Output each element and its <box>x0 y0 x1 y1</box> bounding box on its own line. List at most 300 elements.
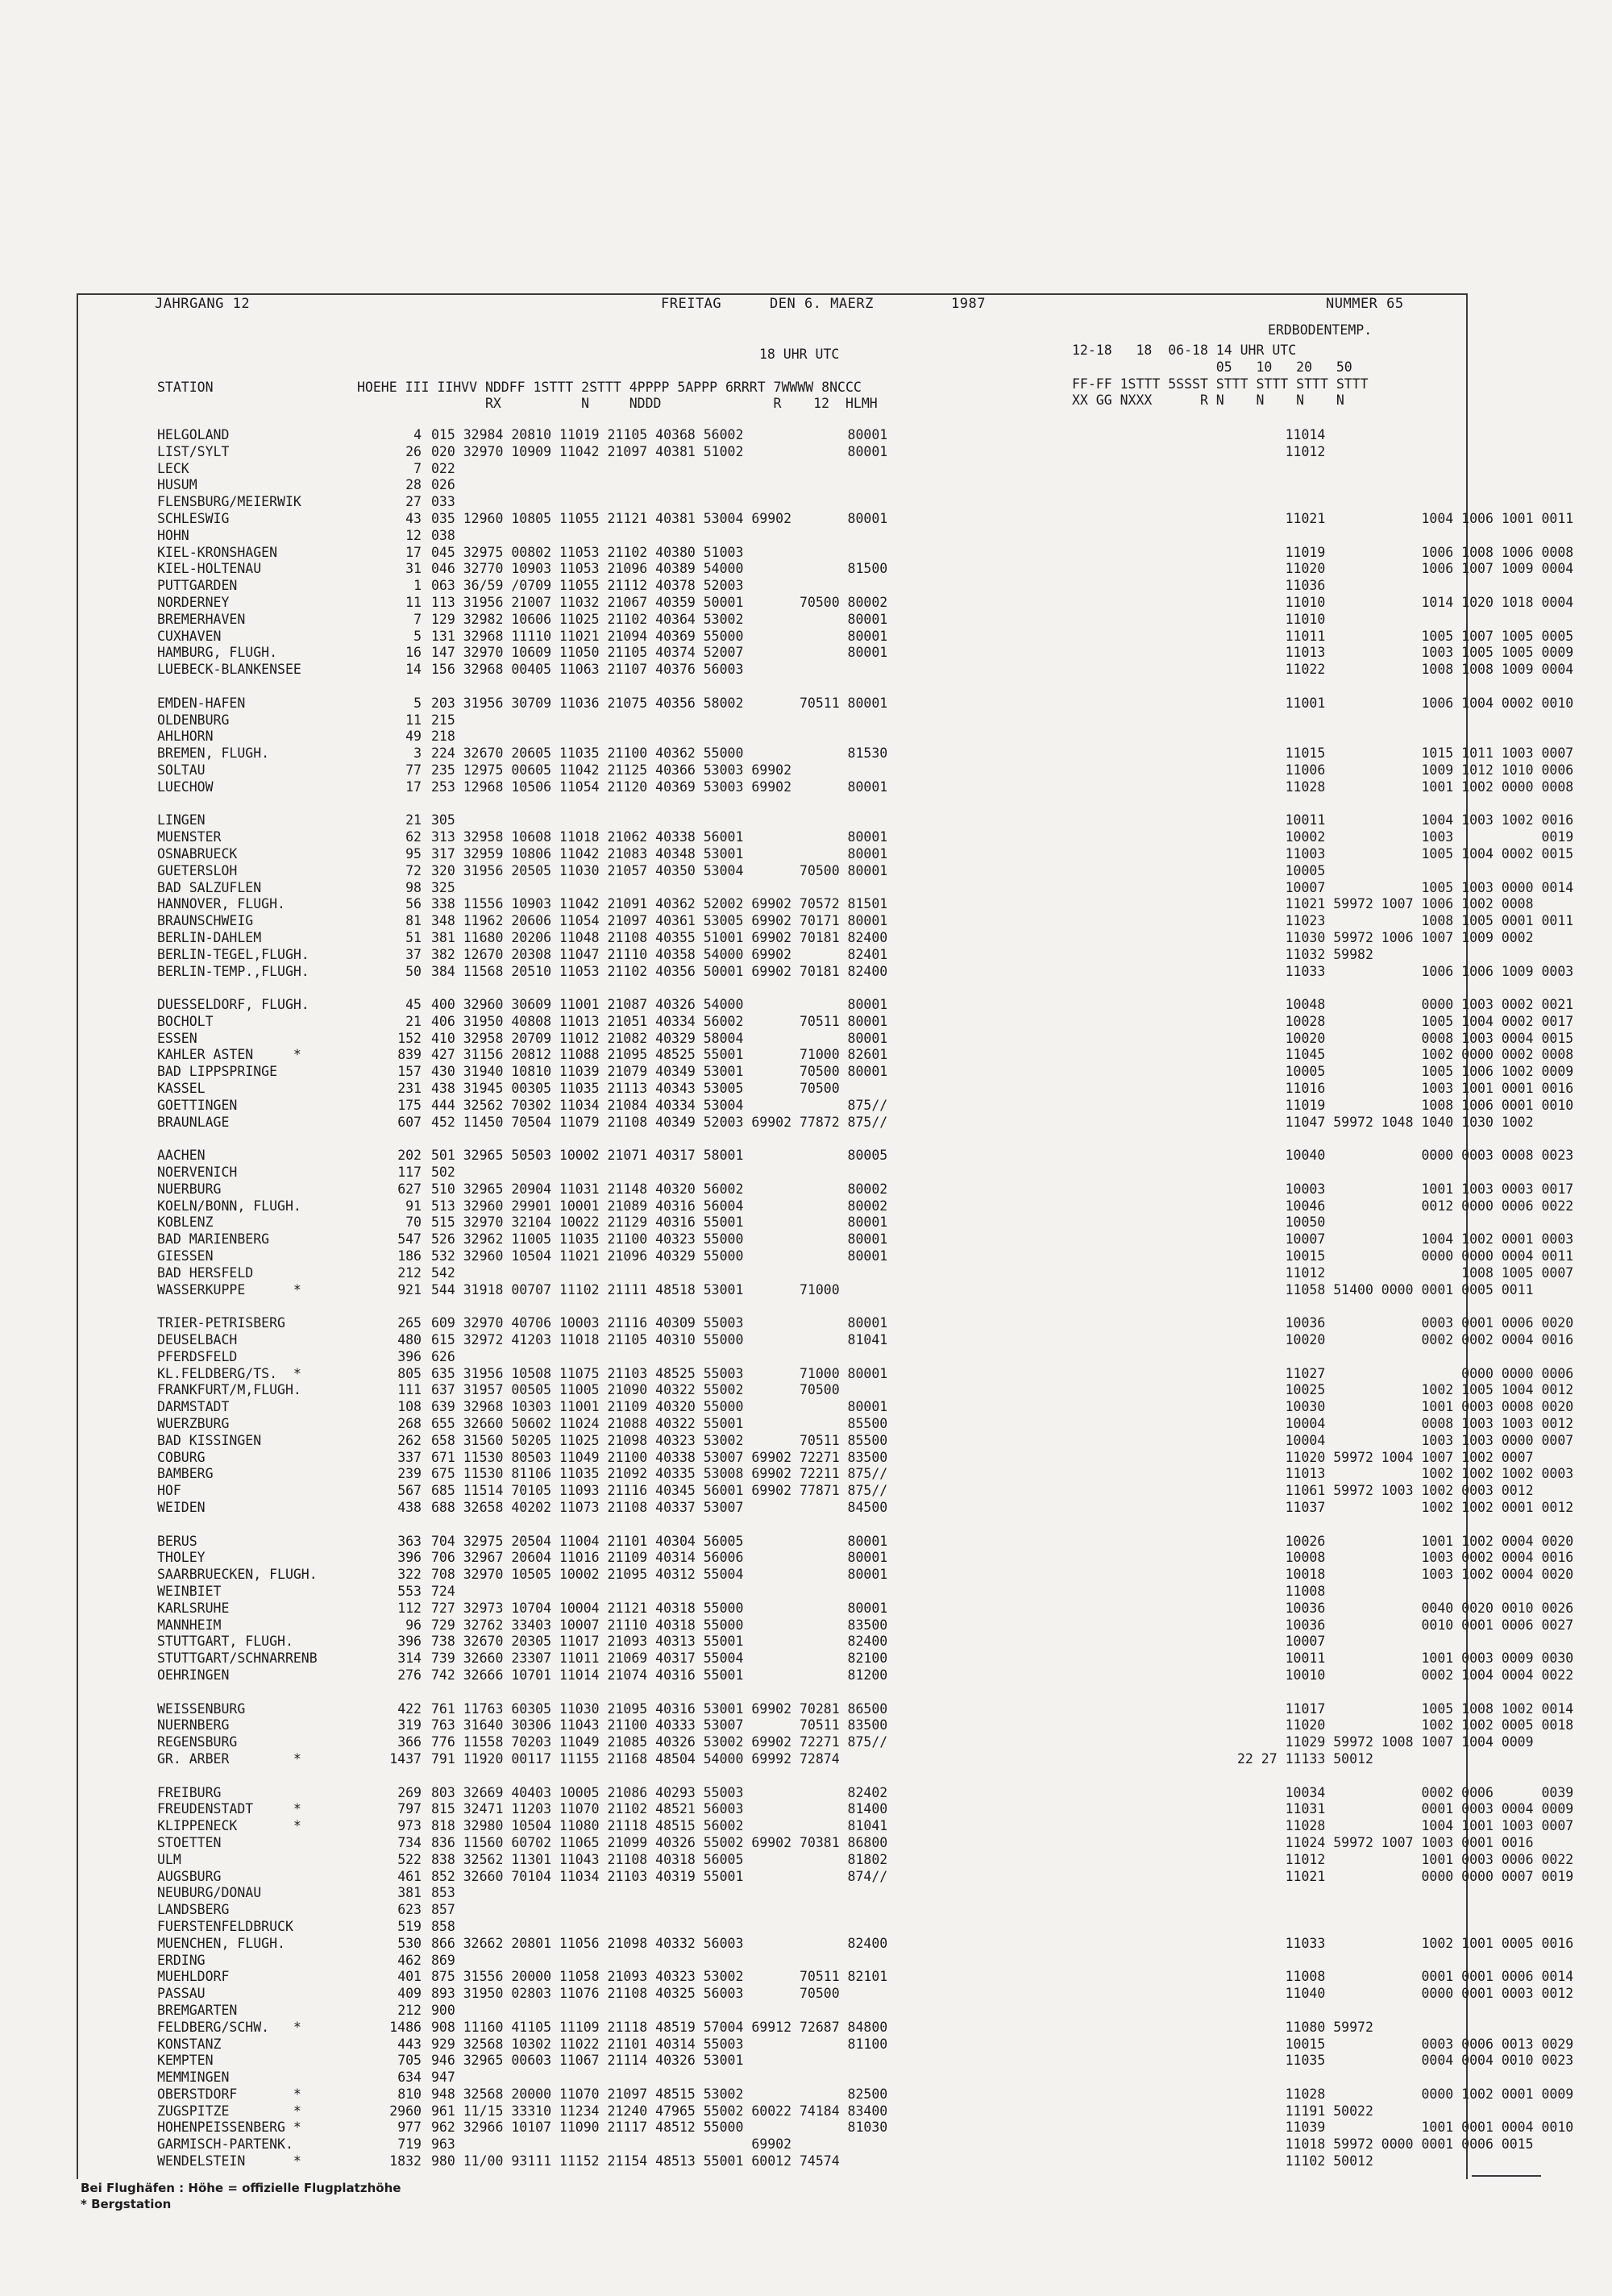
station-height: 381 <box>397 1885 422 1901</box>
table-row <box>157 461 1573 478</box>
table-row <box>157 1701 1573 1718</box>
soil-temp-data: 11021 59972 1007 1006 1002 0008 <box>1237 896 1534 912</box>
station-height: 519 <box>397 1918 422 1934</box>
table-row <box>157 1835 1573 1852</box>
synop-data: 444 32562 70302 11034 21084 40334 53004 875// <box>431 1097 888 1113</box>
synop-data: 875 31556 20000 11058 21093 40323 53002 70511 82101 <box>431 1969 888 1985</box>
station-name: AACHEN <box>157 1148 206 1164</box>
station-name: HOHENPEISSENBERG * <box>157 2120 301 2136</box>
table-row <box>157 1936 1573 1953</box>
station-name: BAMBERG <box>157 1466 214 1482</box>
table-row <box>157 1634 1573 1650</box>
synop-data: 963 69902 <box>431 2136 792 2153</box>
soil-temp-data: 10048 0000 1003 0002 0021 <box>1237 997 1574 1013</box>
table-row <box>157 2086 1573 2103</box>
station-height: 461 <box>397 1868 422 1884</box>
station-height: 7 <box>413 611 422 627</box>
table-row <box>157 1382 1573 1399</box>
soil-temp-data: 10004 0008 1003 1003 0012 <box>1237 1416 1574 1432</box>
table-row <box>157 1332 1573 1349</box>
station-name: BERLIN-TEGEL,FLUGH. <box>157 946 310 962</box>
soil-temp-data: 11028 1004 1001 1003 0007 <box>1237 1818 1574 1834</box>
synop-data: 338 11556 10903 11042 21091 40362 52002 69902 70572 81501 <box>431 896 888 912</box>
soil-temp-data: 11191 50022 <box>1237 2103 1373 2119</box>
synop-data: 658 31560 50205 11025 21098 40323 53002 70511 85500 <box>431 1432 888 1448</box>
soil-temp-data: 11021 1004 1006 1001 0011 <box>1237 510 1574 526</box>
synop-data: 761 11763 60305 11030 21095 40316 53001 69902 70281 86500 <box>431 1700 888 1717</box>
station-height: 111 <box>397 1382 422 1398</box>
station-name: ULM <box>157 1851 181 1867</box>
table-row <box>157 2070 1573 2086</box>
table-row <box>157 1953 1573 1970</box>
synop-data: 724 <box>431 1583 455 1599</box>
station-height: 212 <box>397 2002 422 2018</box>
station-height: 265 <box>397 1315 422 1331</box>
table-row <box>157 595 1573 612</box>
station-name: NOERVENICH <box>157 1165 238 1181</box>
synop-data: 410 32958 20709 11012 21082 40329 58004 80001 <box>431 1030 888 1046</box>
group-gap <box>157 796 1573 813</box>
soil-temp-data: 11022 1008 1008 1009 0004 <box>1237 662 1574 678</box>
station-name: FUERSTENFELDBRUCK <box>157 1918 293 1934</box>
soil-temp-data: 11008 0001 0001 0006 0014 <box>1237 1969 1574 1985</box>
table-row <box>157 1349 1573 1366</box>
station-name: WUERZBURG <box>157 1416 230 1432</box>
soil-temp-data: 10030 1001 0003 0008 0020 <box>1237 1399 1574 1415</box>
soil-temp-data: 11028 0000 1002 0001 0009 <box>1237 2086 1574 2102</box>
synop-data: 438 31945 00305 11035 21113 40343 53005 70500 <box>431 1081 840 1097</box>
soil-temp-data: 11033 1002 1001 0005 0016 <box>1237 1935 1574 1951</box>
soil-temp-data: 11006 1009 1012 1010 0006 <box>1237 762 1574 778</box>
table-row <box>157 1567 1573 1584</box>
table-row <box>157 913 1573 930</box>
station-height: 21 <box>405 812 422 828</box>
station-name: KASSEL <box>157 1081 206 1097</box>
station-name: SAARBRUECKEN, FLUGH. <box>157 1567 318 1583</box>
table-row <box>157 1450 1573 1467</box>
synop-data: 045 32975 00802 11053 21102 40380 51003 <box>431 544 744 560</box>
obs-time: 18 UHR UTC <box>759 347 840 362</box>
soil-temp-data: 11061 59972 1003 1002 0003 0012 <box>1237 1483 1534 1499</box>
station-name: GIESSEN <box>157 1248 214 1264</box>
station-name: BERLIN-DAHLEM <box>157 929 262 945</box>
synop-data: 113 31956 21007 11032 21067 40359 50001 70500 80002 <box>431 594 888 610</box>
soil-temp-data: 10036 0003 0001 0006 0020 <box>1237 1315 1574 1331</box>
synop-data: 406 31950 40808 11013 21051 40334 56002 70511 80001 <box>431 1013 888 1029</box>
soil-temp-data: 11013 1002 1002 1002 0003 <box>1237 1466 1574 1482</box>
soil-temp-data: 11011 1005 1007 1005 0005 <box>1237 628 1574 644</box>
group-gap <box>157 1517 1573 1534</box>
soil-temp-data: 11020 1002 1002 0005 0018 <box>1237 1717 1574 1733</box>
group-gap <box>157 1131 1573 1148</box>
station-height: 921 <box>397 1281 422 1297</box>
station-height: 396 <box>397 1348 422 1364</box>
station-name: ERDING <box>157 1952 206 1968</box>
soil-temp-data: 11003 1005 1004 0002 0015 <box>1237 845 1574 862</box>
soil-temp-data: 11008 <box>1237 1583 1326 1599</box>
table-row <box>157 629 1573 646</box>
table-row <box>157 1534 1573 1551</box>
soil-temp-data: 11012 1008 1005 0007 <box>1237 1264 1574 1281</box>
synop-data: 501 32965 50503 10002 21071 40317 58001 80005 <box>431 1148 888 1164</box>
synop-data: 400 32960 30609 11001 21087 40326 54000 80001 <box>431 997 888 1013</box>
soil-temp-data: 11029 59972 1008 1007 1004 0009 <box>1237 1734 1534 1750</box>
synop-data: 803 32669 40403 10005 21086 40293 55003 82402 <box>431 1784 888 1800</box>
station-name: REGENSBURG <box>157 1734 238 1750</box>
table-row <box>157 1416 1573 1433</box>
table-row <box>157 997 1573 1014</box>
station-name: BRAUNSCHWEIG <box>157 913 254 929</box>
station-name: MUENCHEN, FLUGH. <box>157 1935 285 1951</box>
station-name: KEMPTEN <box>157 2053 214 2069</box>
station-height: 363 <box>397 1533 422 1549</box>
table-row <box>157 528 1573 545</box>
station-name: PFERDSFELD <box>157 1348 238 1364</box>
synop-data: 858 <box>431 1918 455 1934</box>
table-row <box>157 2037 1573 2053</box>
station-name: WEINBIET <box>157 1583 222 1599</box>
synop-data: 513 32960 29901 10001 21089 40316 56004 80002 <box>431 1198 888 1214</box>
table-row <box>157 1399 1573 1416</box>
station-height: 262 <box>397 1432 422 1448</box>
soil-temp-data: 22 27 11133 50012 <box>1237 1750 1373 1767</box>
station-name: ESSEN <box>157 1030 197 1046</box>
synop-data: 815 32471 11203 11070 21102 48521 56003 81400 <box>431 1801 888 1817</box>
synop-data: 131 32968 11110 11021 21094 40369 55000 80001 <box>431 628 888 644</box>
station-name: NUERNBERG <box>157 1717 230 1733</box>
table-row <box>157 1785 1573 1802</box>
soil-temp-data: 10007 <box>1237 1634 1326 1650</box>
station-name: KARLSRUHE <box>157 1600 230 1616</box>
synop-data: 305 <box>431 812 455 828</box>
weekday: FREITAG <box>661 296 722 312</box>
table-row <box>157 1601 1573 1617</box>
table-row <box>157 964 1573 981</box>
station-height: 422 <box>397 1700 422 1717</box>
synop-data: 384 11568 20510 11053 21102 40356 50001 69902 70181 82400 <box>431 963 888 979</box>
synop-data: 791 11920 00117 11155 21168 48504 54000 69992 72874 <box>431 1750 840 1767</box>
station-height: 4 <box>413 427 422 442</box>
soil-temp-data: 10020 0002 0002 0004 0016 <box>1237 1332 1574 1348</box>
station-table <box>157 427 1573 2170</box>
station-header: STATION <box>157 380 214 395</box>
table-row <box>157 444 1573 461</box>
table-row <box>157 846 1573 863</box>
station-height: 17 <box>405 778 422 795</box>
table-row <box>157 1231 1573 1248</box>
year: 1987 <box>951 296 986 312</box>
table-row <box>157 1214 1573 1231</box>
synop-data: 962 32966 10107 11090 21117 48512 55000 81030 <box>431 2120 888 2136</box>
synop-data: 542 <box>431 1264 455 1281</box>
station-name: KOELN/BONN, FLUGH. <box>157 1198 301 1214</box>
soil-temp-data: 11040 0000 0001 0003 0012 <box>1237 1986 1574 2002</box>
station-name: DARMSTADT <box>157 1399 230 1415</box>
table-row <box>157 812 1573 829</box>
table-row <box>157 1047 1573 1064</box>
synop-data: 129 32982 10606 11025 21102 40364 53002 80001 <box>431 611 888 627</box>
station-name: SCHLESWIG <box>157 510 230 526</box>
station-height: 322 <box>397 1567 422 1583</box>
table-row <box>157 612 1573 629</box>
station-name: WEISSENBURG <box>157 1700 246 1717</box>
station-name: BERLIN-TEMP.,FLUGH. <box>157 963 310 979</box>
station-name: WEIDEN <box>157 1500 206 1515</box>
table-row <box>157 1282 1573 1299</box>
soil-temp-data: 11045 1002 0000 0002 0008 <box>1237 1047 1574 1063</box>
synop-data: 615 32972 41203 11018 21105 40310 55000 81041 <box>431 1332 888 1348</box>
station-name: BOCHOLT <box>157 1013 214 1029</box>
station-height: 805 <box>397 1365 422 1381</box>
synop-data: 203 31956 30709 11036 21075 40356 58002 70511 80001 <box>431 695 888 711</box>
station-height: 2960 <box>389 2103 422 2119</box>
synop-data: 532 32960 10504 11021 21096 40329 55000 80001 <box>431 1248 888 1264</box>
soil-temp-data: 10002 1003 0019 <box>1237 829 1574 845</box>
synop-data: 156 32968 00405 11063 21107 40376 56003 <box>431 662 744 678</box>
soil-temp-data: 11019 1008 1006 0001 0010 <box>1237 1097 1574 1113</box>
right-header-3: FF-FF 1STTT 5SSST STTT STTT STTT STTT <box>1072 376 1369 392</box>
station-name: HUSUM <box>157 477 197 493</box>
station-height: 366 <box>397 1734 422 1750</box>
synop-data: 706 32967 20604 11016 21109 40314 56006 80001 <box>431 1550 888 1566</box>
soil-temp-data: 10007 1005 1003 0000 0014 <box>1237 879 1574 895</box>
group-gap <box>157 980 1573 997</box>
synop-data: 317 32959 10806 11042 21083 40348 53001 80001 <box>431 845 888 862</box>
table-row <box>157 1433 1573 1450</box>
synop-data: 026 <box>431 477 455 493</box>
synop-data: 900 <box>431 2002 455 2018</box>
table-row <box>157 1198 1573 1215</box>
synop-data: 763 31640 30306 11043 21100 40333 53007 70511 83500 <box>431 1717 888 1733</box>
table-row <box>157 896 1573 913</box>
station-name: KL.FELDBERG/TS. * <box>157 1365 301 1381</box>
table-row <box>157 1500 1573 1517</box>
table-row <box>157 1584 1573 1601</box>
soil-temp-data: 10008 1003 0002 0004 0016 <box>1237 1550 1574 1566</box>
station-height: 231 <box>397 1081 422 1097</box>
soil-temp-data: 11027 0000 0000 0006 <box>1237 1365 1574 1381</box>
station-height: 31 <box>405 561 422 577</box>
station-height: 438 <box>397 1500 422 1515</box>
station-name: OSNABRUECK <box>157 845 238 862</box>
station-name: HOHN <box>157 527 189 543</box>
station-name: WASSERKUPPE * <box>157 1281 301 1297</box>
soil-temp-data: 11001 1006 1004 0002 0010 <box>1237 695 1574 711</box>
synop-data: 348 11962 20606 11054 21097 40361 53005 69902 70171 80001 <box>431 913 888 929</box>
synop-data: 526 32962 11005 11035 21100 40323 55000 80001 <box>431 1231 888 1248</box>
station-height: 627 <box>397 1181 422 1197</box>
station-height: 112 <box>397 1600 422 1616</box>
station-name: GR. ARBER * <box>157 1750 301 1767</box>
synop-data: 727 32973 10704 10004 21121 40318 55000 80001 <box>431 1600 888 1616</box>
station-height: 634 <box>397 2070 422 2086</box>
soil-temp-data: 11032 59982 <box>1237 946 1373 962</box>
station-name: HAMBURG, FLUGH. <box>157 645 278 661</box>
station-name: GOETTINGEN <box>157 1097 238 1113</box>
station-height: 77 <box>405 762 422 778</box>
synop-data: 038 <box>431 527 455 543</box>
soil-temp-data: 11024 59972 1007 1003 0001 0016 <box>1237 1834 1534 1850</box>
station-height: 56 <box>405 896 422 912</box>
table-row <box>157 1483 1573 1500</box>
station-height: 839 <box>397 1047 422 1063</box>
table-row <box>157 1181 1573 1198</box>
soil-temp-data: 10011 1004 1003 1002 0016 <box>1237 812 1574 828</box>
station-height: 21 <box>405 1013 422 1029</box>
synop-data: 869 <box>431 1952 455 1968</box>
table-row <box>157 1366 1573 1383</box>
station-name: FELDBERG/SCHW. * <box>157 2019 301 2035</box>
main-header-2: RX N NDDD R 12 HLMH <box>357 396 878 411</box>
synop-data: 908 11160 41105 11109 21118 48519 57004 69912 72687 84800 <box>431 2019 888 2035</box>
soil-temp-data: 11013 1003 1005 1005 0009 <box>1237 645 1574 661</box>
station-name: LANDSBERG <box>157 1902 230 1918</box>
soil-temp-data: 10036 0010 0001 0006 0027 <box>1237 1617 1574 1633</box>
synop-data: 893 31950 02803 11076 21108 40325 56003 70500 <box>431 1986 840 2002</box>
station-height: 269 <box>397 1784 422 1800</box>
table-row <box>157 2153 1573 2170</box>
table-row <box>157 1098 1573 1115</box>
group-gap <box>157 679 1573 695</box>
station-name: LUEBECK-BLANKENSEE <box>157 662 301 678</box>
station-name: BAD MARIENBERG <box>157 1231 270 1248</box>
synop-data: 688 32658 40202 11073 21108 40337 53007 84500 <box>431 1500 888 1515</box>
table-row <box>157 1869 1573 1886</box>
station-name: MUENSTER <box>157 829 222 845</box>
synop-data: 836 11560 60702 11065 21099 40326 55002 69902 70381 86800 <box>431 1834 888 1850</box>
table-row <box>157 545 1573 562</box>
table-row <box>157 930 1573 947</box>
soil-temp-data: 11023 1008 1005 0001 0011 <box>1237 913 1574 929</box>
soil-temp-data: 11058 51400 0000 0001 0005 0011 <box>1237 1281 1534 1297</box>
table-row <box>157 1902 1573 1919</box>
synop-data: 320 31956 20505 11030 21057 40350 53004 70500 80001 <box>431 862 888 878</box>
station-height: 96 <box>405 1617 422 1633</box>
station-name: PASSAU <box>157 1986 206 2002</box>
station-name: MUEHLDORF <box>157 1969 230 1985</box>
station-height: 7 <box>413 460 422 476</box>
station-name: FLENSBURG/MEIERWIK <box>157 494 301 510</box>
soil-temp-data: 10028 1005 1004 0002 0017 <box>1237 1013 1574 1029</box>
station-name: OEHRINGEN <box>157 1667 230 1683</box>
table-row <box>157 1064 1573 1081</box>
synop-data: 033 <box>431 494 455 510</box>
soil-temp-data: 11010 1014 1020 1018 0004 <box>1237 594 1574 610</box>
station-name: OLDENBURG <box>157 712 230 728</box>
station-height: 91 <box>405 1198 422 1214</box>
table-row <box>157 829 1573 846</box>
station-name: PUTTGARDEN <box>157 578 238 594</box>
station-height: 810 <box>397 2086 422 2102</box>
station-height: 37 <box>405 946 422 962</box>
soil-temp-data: 11080 59972 <box>1237 2019 1373 2035</box>
station-name: BERUS <box>157 1533 197 1549</box>
station-name: ZUGSPITZE * <box>157 2103 301 2119</box>
station-name: CUXHAVEN <box>157 628 222 644</box>
synop-data: 866 32662 20801 11056 21098 40332 56003 82400 <box>431 1935 888 1951</box>
table-row <box>157 947 1573 964</box>
main-header: HOEHE III IIHVV NDDFF 1STTT 2STTT 4PPPP 5APPP 6RRRT 7WWWW 8NCCC <box>357 380 862 395</box>
station-name: LINGEN <box>157 812 206 828</box>
station-height: 239 <box>397 1466 422 1482</box>
table-row <box>157 729 1573 745</box>
station-name: NEUBURG/DONAU <box>157 1885 262 1901</box>
soil-temp-data: 10011 1001 0003 0009 0030 <box>1237 1650 1574 1667</box>
station-name: BAD HERSFELD <box>157 1264 254 1281</box>
soil-temp-data: 11102 50012 <box>1237 2153 1373 2169</box>
table-row <box>157 1148 1573 1165</box>
station-name: TRIER-PETRISBERG <box>157 1315 285 1331</box>
table-row <box>157 863 1573 880</box>
soil-temp-data: 11020 1006 1007 1009 0004 <box>1237 561 1574 577</box>
synop-data: 853 <box>431 1885 455 1901</box>
station-name: WENDELSTEIN * <box>157 2153 301 2169</box>
synop-data: 215 <box>431 712 455 728</box>
synop-data: 381 11680 20206 11048 21108 40355 51001 69902 70181 82400 <box>431 929 888 945</box>
soil-temp-data: 11030 59972 1006 1007 1009 0002 <box>1237 929 1534 945</box>
synop-data: 742 32666 10701 11014 21074 40316 55001 81200 <box>431 1667 888 1683</box>
soil-temp-data: 10026 1001 1002 0004 0020 <box>1237 1533 1574 1549</box>
station-name: BREMERHAVEN <box>157 611 246 627</box>
synop-data: 671 11530 80503 11049 21100 40338 53007 69902 72271 83500 <box>431 1449 888 1465</box>
footnote-mountain: * Bergstation <box>81 2197 172 2211</box>
table-row <box>157 695 1573 712</box>
group-gap <box>157 1768 1573 1785</box>
station-name: LECK <box>157 460 189 476</box>
synop-data: 626 <box>431 1348 455 1364</box>
station-height: 157 <box>397 1064 422 1080</box>
synop-data: 838 32562 11301 11043 21108 40318 56005 81802 <box>431 1851 888 1867</box>
right-header-1: 12-18 18 06-18 14 UHR UTC <box>1072 343 1297 358</box>
station-height: 396 <box>397 1634 422 1650</box>
soil-temp-data: 11015 1015 1011 1003 0007 <box>1237 745 1574 762</box>
synop-data: 738 32670 20305 11017 21093 40313 55001 82400 <box>431 1634 888 1650</box>
station-height: 152 <box>397 1030 422 1046</box>
station-height: 49 <box>405 729 422 745</box>
issue-number: NUMMER 65 <box>1326 296 1404 312</box>
soil-temp-data: 11035 0004 0004 0010 0023 <box>1237 2053 1574 2069</box>
table-row <box>157 1617 1573 1634</box>
station-name: BRAUNLAGE <box>157 1114 230 1130</box>
table-row <box>157 2003 1573 2020</box>
station-name: FREIBURG <box>157 1784 222 1800</box>
station-name: GUETERSLOH <box>157 862 238 878</box>
station-name: KIEL-HOLTENAU <box>157 561 262 577</box>
synop-data: 739 32660 23307 11011 21069 40317 55004 82100 <box>431 1650 888 1667</box>
soil-temp-data: 11036 <box>1237 578 1326 594</box>
synop-data: 639 32968 10303 11001 21109 40320 55000 80001 <box>431 1399 888 1415</box>
table-row <box>157 712 1573 729</box>
synop-data: 427 31156 20812 11088 21095 48525 55001 71000 82601 <box>431 1047 888 1063</box>
table-row <box>157 1165 1573 1181</box>
station-height: 480 <box>397 1332 422 1348</box>
table-row <box>157 578 1573 595</box>
group-gap <box>157 1684 1573 1701</box>
soil-temp-data: 10004 1003 1003 0000 0007 <box>1237 1432 1574 1448</box>
station-height: 70 <box>405 1214 422 1231</box>
station-name: HOF <box>157 1483 181 1499</box>
table-row <box>157 1650 1573 1667</box>
table-row <box>157 880 1573 897</box>
table-row <box>157 1667 1573 1684</box>
soil-temp-data: 11047 59972 1048 1040 1030 1002 <box>1237 1114 1534 1130</box>
station-height: 43 <box>405 510 422 526</box>
station-name: NORDERNEY <box>157 594 230 610</box>
station-name: EMDEN-HAFEN <box>157 695 246 711</box>
soil-temp-data: 11018 59972 0000 0001 0006 0015 <box>1237 2136 1534 2153</box>
soil-temp-data: 10050 <box>1237 1214 1326 1231</box>
soil-temp-data: 10015 0003 0006 0013 0029 <box>1237 2036 1574 2052</box>
